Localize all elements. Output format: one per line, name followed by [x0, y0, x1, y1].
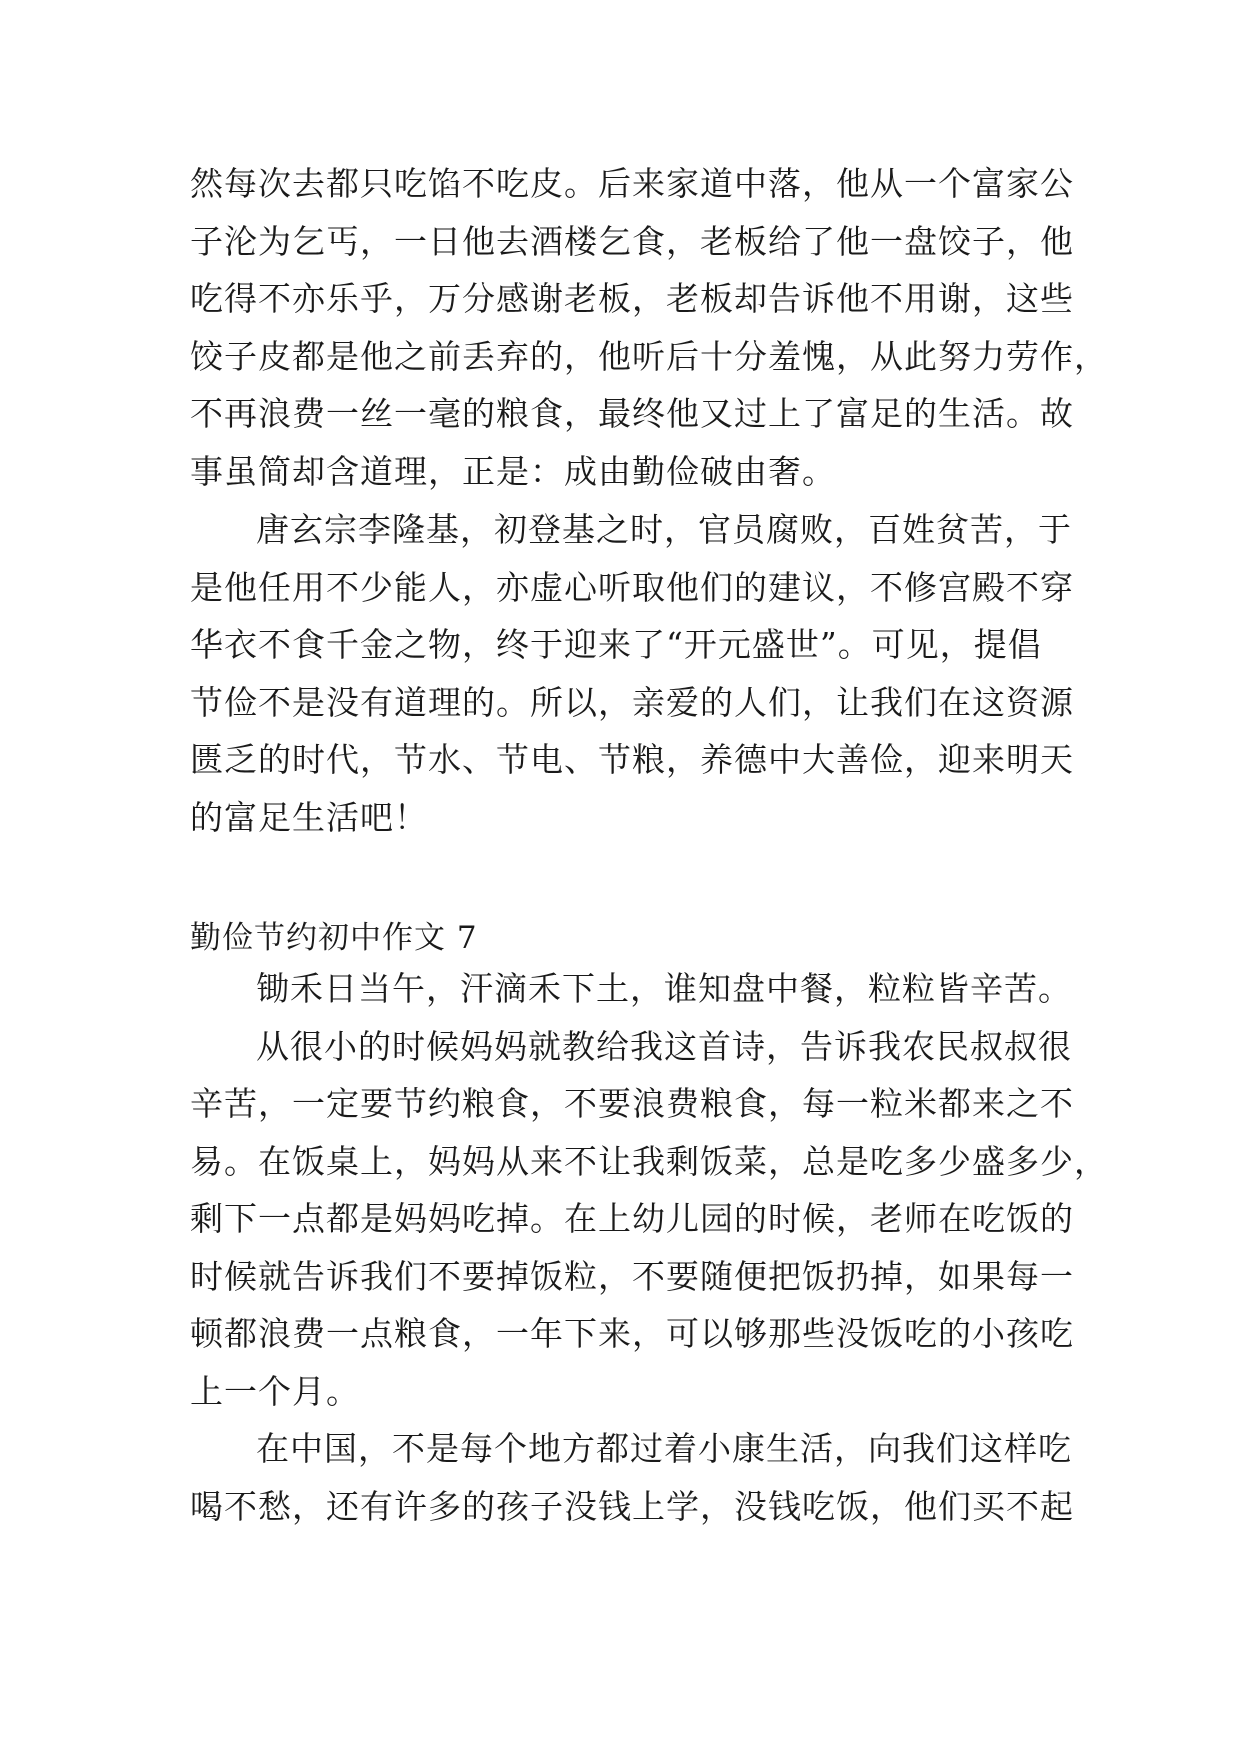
text-line: 的富足生活吧！ — [190, 797, 428, 837]
text-line: 是他任用不少能人，亦虚心听取他们的建议，不修宫殿不穿 — [190, 567, 1074, 607]
text-line: 顿都浪费一点粮食，一年下来，可以够那些没饭吃的小孩吃 — [190, 1314, 1074, 1353]
text-line: 从很小的时候妈妈就教给我这首诗，告诉我农民叔叔很 — [256, 1026, 1072, 1066]
paragraph-china — [190, 1420, 1074, 1535]
text-line: 时候就告诉我们不要掉饭粒，不要随便把饭扔掉，如果每一 — [190, 1256, 1074, 1296]
text-line: 辛苦，一定要节约粮食，不要浪费粮食，每一粒米都来之不 — [190, 1084, 1074, 1123]
text-line: 然每次去都只吃馅不吃皮。后来家道中落，他从一个富家公 — [190, 164, 1074, 203]
poem-paragraph — [190, 960, 1072, 1018]
text-line: 子沦为乞丐，一日他去酒楼乞食，老板给了他一盘饺子，他 — [190, 221, 1074, 261]
text-line: 上一个月。 — [190, 1371, 360, 1411]
text-line: 锄禾日当午，汗滴禾下土，谁知盘中餐，粒粒皆辛苦。 — [256, 969, 1072, 1008]
text-line: 剩下一点都是妈妈吃掉。在上幼儿园的时候，老师在吃饭的 — [190, 1199, 1074, 1238]
text-line: 吃得不亦乐乎，万分感谢老板，老板却告诉他不用谢，这些 — [190, 279, 1074, 318]
text-line: 饺子皮都是他之前丢弃的，他听后十分羞愧，从此努力劳作， — [190, 336, 1108, 376]
text-line: 节俭不是没有道理的。所以，亲爱的人们，让我们在这资源 — [190, 682, 1074, 722]
text-line: 在中国，不是每个地方都过着小康生活，向我们这样吃 — [256, 1429, 1072, 1468]
essay-title: 勤俭节约初中作文 7 — [190, 920, 478, 956]
text-line: 唐玄宗李隆基，初登基之时，官员腐败，百姓贫苦，于 — [256, 510, 1072, 549]
text-line: 易。在饭桌上，妈妈从来不让我剩饭菜，总是吃多少盛多少， — [190, 1141, 1108, 1181]
paragraph-mother — [190, 1018, 1108, 1421]
essay-body — [190, 960, 1108, 1535]
text-line: 喝不愁，还有许多的孩子没钱上学，没钱吃饭，他们买不起 — [190, 1486, 1074, 1526]
text-line: 不再浪费一丝一毫的粮食，最终他又过上了富足的生活。故 — [190, 394, 1074, 433]
text-line: 匮乏的时代，节水、节电、节粮，养德中大善俭，迎来明天 — [190, 740, 1074, 779]
paragraph-continued — [190, 155, 1108, 500]
text-line: 华衣不食千金之物，终于迎来了“开元盛世”。可见，提倡 — [190, 625, 1042, 664]
paragraph-tang-xuanzong — [190, 501, 1074, 846]
text-line: 事虽简却含道理，正是：成由勤俭破由奢。 — [190, 451, 836, 491]
